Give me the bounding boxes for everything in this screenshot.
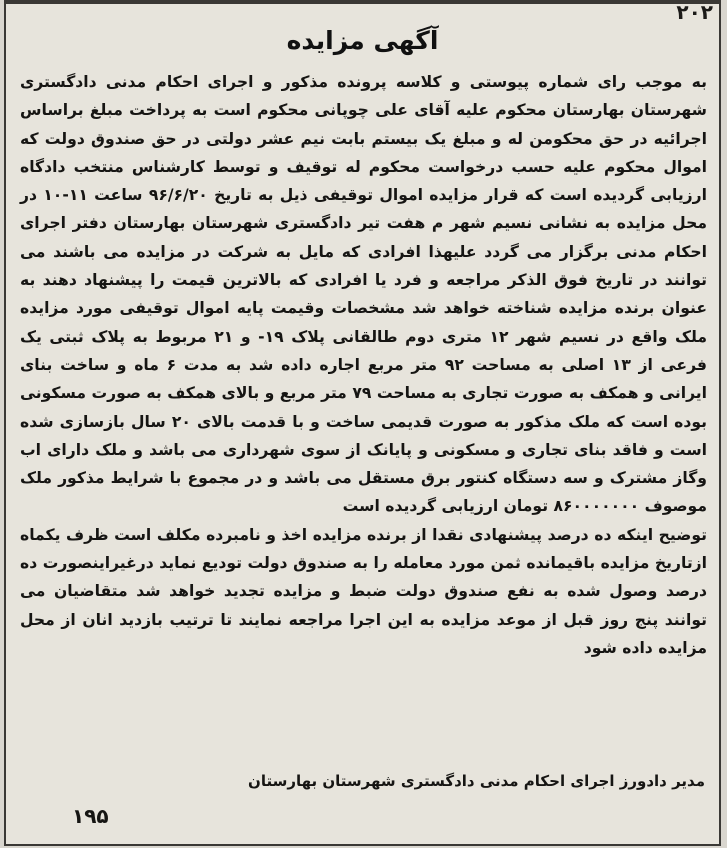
signature-line: مدیر دادورز اجرای احکام مدنی دادگستری شهرستان بهارستان <box>248 772 705 790</box>
newspaper-clipping <box>4 0 721 846</box>
notice-paragraph-terms: توضیح اینکه ده درصد پیشنهادی نقدا از برنده مزایده اخذ و نامبرده مکلف است ظرف یکماه ازتاریخ مزایده باقیمانده ثمن مورد معامله را به صندوق دولت تودیع نماید درغیراینصورت ده درصد وصول شده به نفع صندوق دولت ضبط و مزایده تجدید خواهد شد متقاضیان می توانند پنج روز قبل از موعد مزایده به این اجرا مراجعه نمایند تا ترتیب بازدید انان از محل مزایده داده شود <box>20 525 707 657</box>
notice-body <box>20 68 707 662</box>
page-number: ۲۰۲ <box>676 0 713 24</box>
notice-paragraph-main: به موجب رای شماره پیوستی و کلاسه پرونده مذکور و اجرای احکام مدنی دادگستری شهرستان بهارستان محکوم علیه آقای علی چوپانی محکوم است به پرداخت مبلغ براساس اجرائیه در حق محکومن له و مبلغ یک بیستم بابت نیم عشر دولتی در حق صندوق دولت که اموال محکوم علیه حسب درخواست محکوم له توقیف و توسط کارشناس منتخب دادگاه ارزیابی گردیده است که قرار مزایده اموال توقیفی ذیل به تاریخ ۹۶/۶/۲۰ ساعت ۱۱-۱۰ در محل مزایده به نشانی نسیم شهر م هفت تیر دادگستری شهرستان بهارستان دفتر اجرای احکام مدنی برگزار می گردد علیهذا افرادی که مایل به شرکت در مزایده می باشند می توانند در تاریخ فوق الذکر مراجعه و فرد یا افرادی که بالاترین قیمت را پیشنهاد دهند به عنوان برنده مزایده شناخته خواهد شد مشخصات وقیمت پایه اموال توقیفی مورد مزایده ملک واقع در نسیم شهر ۱۲ متری دوم طالقانی پلاک ۱۹- و ۲۱ مربوط به پلاک ثبتی یک فرعی از ۱۳ اصلی به مساحت ۹۲ متر مربع اجاره داده شد به مدت ۶ ماه و ساخت بنای ایرانی و همکف به صورت تجاری به مساحت ۷۹ متر مربع و بالای همکف به صورت مسکونی بوده است که ملک مذکور به صورت قدیمی ساخت و با قدمت بالای ۲۰ سال بازسازی شده است و فاقد بنای تجاری و مسکونی و پایانک از سوی شهرداری می باشد و ملک دارای اب وگاز مشترک و سه دستگاه کنتور برق مستقل می باشد و در مجموع با شرایط مذکور ملک موصوف ۸۶۰۰۰۰۰۰۰ تومان ارزیابی گردیده است <box>20 73 708 516</box>
notice-code: ۱۹۵ <box>72 804 109 828</box>
notice-title: آگهی مزایده <box>286 26 439 55</box>
